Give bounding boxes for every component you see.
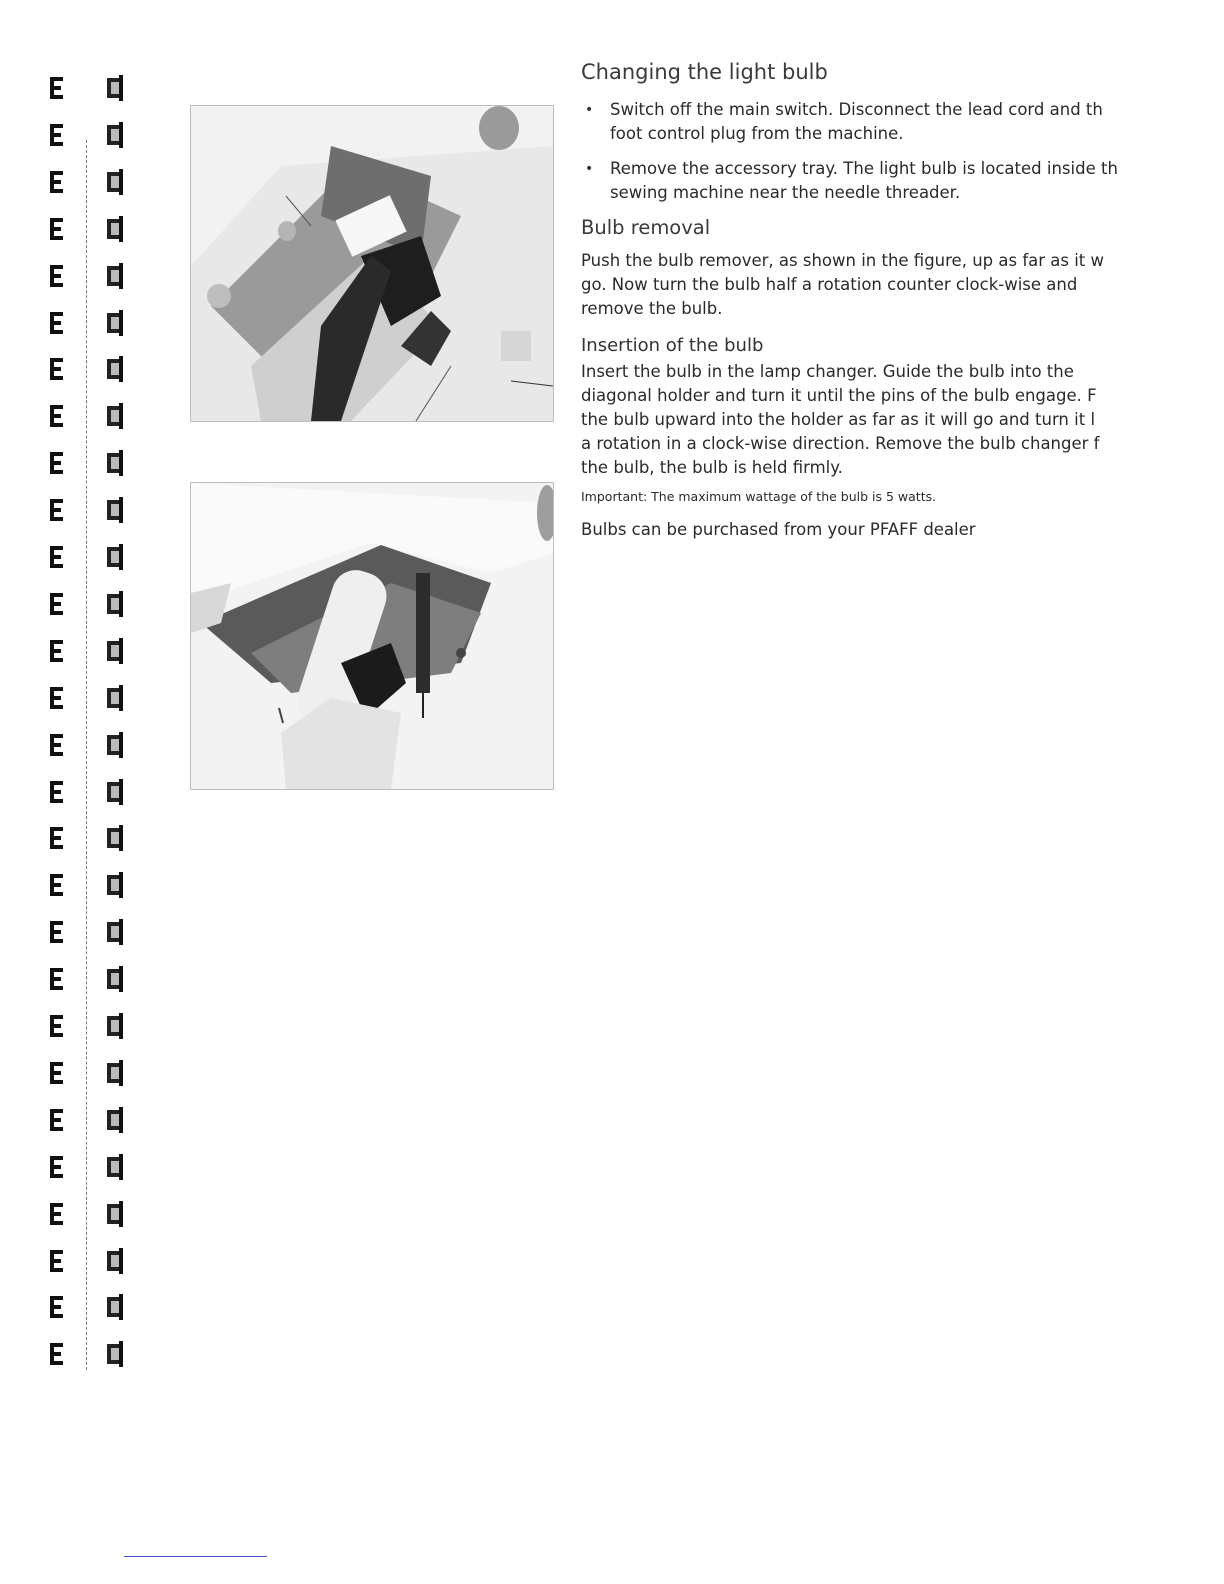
bulb-removal-text: Push the bulb remover, as shown in the figure, up as far as it w go. Now turn the bulb half a rotation counter clock-wise and remove the bulb. [581, 251, 1105, 318]
binding-mark [0, 1341, 160, 1371]
binding-mark [0, 216, 160, 246]
binding-mark [0, 169, 160, 199]
binding-mark [0, 919, 160, 949]
instructions-column [581, 60, 1224, 556]
step-list [581, 98, 1224, 205]
binding-mark [0, 825, 160, 855]
important-note: Important: The maximum wattage of the bulb is 5 watts. [581, 489, 937, 504]
photo-bulb-insertion [190, 482, 554, 790]
binding-mark [0, 1201, 160, 1231]
binding-mark [0, 966, 160, 996]
binding-mark [0, 1248, 160, 1278]
binding-mark [0, 779, 160, 809]
binding-mark [0, 638, 160, 668]
binding-mark [0, 403, 160, 433]
photo-bulb-removal [190, 105, 554, 422]
footer-rule [124, 1556, 267, 1557]
binding-mark [0, 685, 160, 715]
binding-mark [0, 1060, 160, 1090]
binding-mark [0, 1013, 160, 1043]
insertion-heading: Insertion of the bulb [581, 335, 764, 356]
binding-mark [0, 872, 160, 902]
binding-mark [0, 591, 160, 621]
binding-mark [0, 732, 160, 762]
binding-mark [0, 1294, 160, 1324]
binding-mark [0, 263, 160, 293]
binding-spine [86, 140, 87, 1370]
binding-mark [0, 1107, 160, 1137]
binding-mark [0, 544, 160, 574]
page-title: Changing the light bulb [581, 60, 828, 84]
binding-mark [0, 310, 160, 340]
binding-mark [0, 356, 160, 386]
binding-mark [0, 1154, 160, 1184]
binding-mark [0, 122, 160, 152]
binding-mark [0, 75, 160, 105]
binding-mark [0, 450, 160, 480]
bulb-removal-heading: Bulb removal [581, 216, 711, 239]
purchase-note: Bulbs can be purchased from your PFAFF dealer [581, 520, 976, 539]
binding-mark [0, 497, 160, 527]
insertion-text: Insert the bulb in the lamp changer. Guide the bulb into the diagonal holder and turn it until the pins of the bulb engage. F the bulb upward into the holder as far as it will go and turn it l a rotation in a clock-wise direction. Remove the bulb changer f the bulb, the bulb is held firmly. [581, 362, 1100, 477]
list-item: • Remove the accessory tray. The light bulb is located inside th sewing machine near the needle threader. [581, 157, 1224, 205]
spiral-binding [0, 0, 160, 1400]
list-item: • Switch off the main switch. Disconnect the lead cord and th foot control plug from the machine. [581, 98, 1224, 146]
